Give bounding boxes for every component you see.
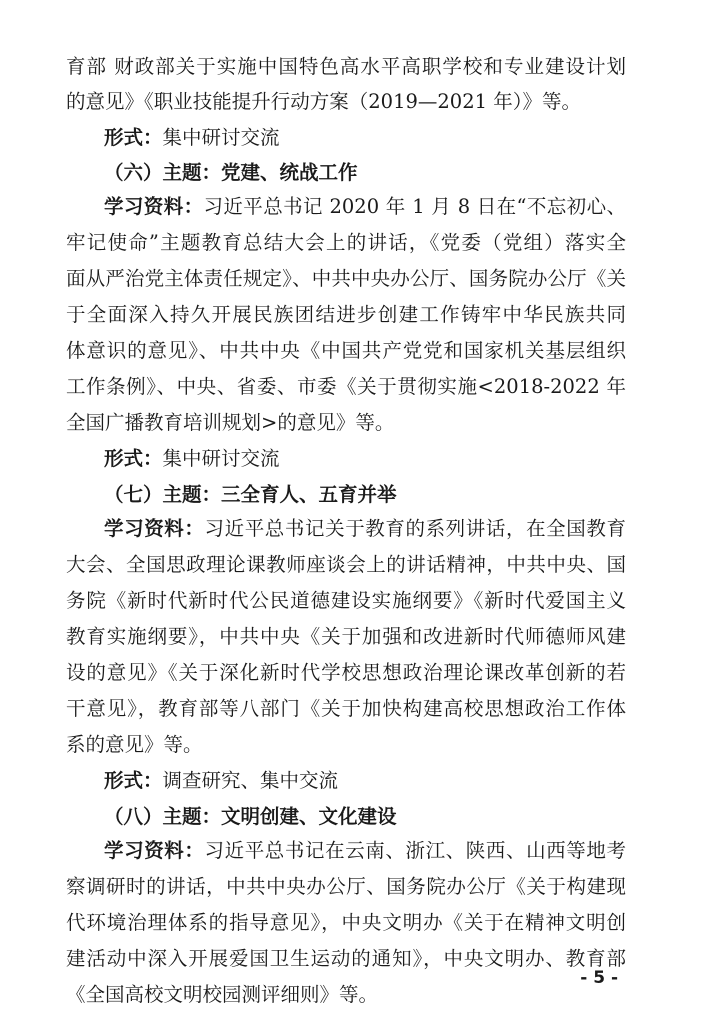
page-number: - 5 -: [580, 968, 618, 988]
text-line: 务院《新时代新时代公民道德建设实施纲要》《新时代爱国主义: [66, 589, 626, 612]
form-line: [104, 766, 626, 796]
text-line: 学习资料：习近平总书记关于教育的系列讲话，在全国教育: [104, 517, 626, 540]
text-line: 干意见》，教育部等八部门《关于加快构建高校思想政治工作体: [66, 697, 626, 720]
form-line: [104, 123, 626, 153]
form-label: 形式：: [104, 447, 163, 470]
text-line: 的意见》《职业技能提升行动方案（2019—2021 年）》等。: [66, 90, 581, 113]
text-line: 察调研时的讲话，中共中央办公厅、国务院办公厅《关于构建现: [66, 875, 626, 898]
form-label: 形式：: [104, 769, 163, 792]
text-line: 面从严治党主体责任规定》、中共中央办公厅、国务院办公厅《关: [66, 267, 626, 290]
text-line: 学习资料：习近平总书记在云南、浙江、陕西、山西等地考: [104, 839, 626, 862]
form-line: [104, 444, 626, 474]
form-value: 调查研究、集中交流: [162, 769, 339, 792]
section-heading: （七）主题：三全育人、五育并举: [104, 483, 397, 506]
text-line: 建活动中深入开展爱国卫生运动的通知》，中央文明办、教育部: [66, 947, 626, 970]
text-line: 代环境治理体系的指导意见》，中央文明办《关于在精神文明创: [66, 911, 626, 934]
text-line: 育部 财政部关于实施中国特色高水平高职学校和专业建设计划: [66, 55, 626, 78]
section-heading: （六）主题：党建、统战工作: [104, 161, 358, 184]
text-line: 体意识的意见》、中共中央《中国共产党党和国家机关基层组织: [66, 339, 626, 362]
form-value: 集中研讨交流: [162, 447, 280, 470]
text-line: 于全面深入持久开展民族团结进步创建工作铸牢中华民族共同: [66, 303, 626, 326]
text-line: 大会、全国思政理论课教师座谈会上的讲话精神，中共中央、国: [66, 553, 626, 576]
section-heading: （八）主题：文明创建、文化建设: [104, 805, 397, 828]
form-label: 形式：: [104, 126, 163, 149]
study-label: 学习资料：: [104, 517, 205, 540]
text-line: 牢记使命”主题教育总结大会上的讲话，《党委（党组）落实全: [66, 231, 626, 254]
study-label: 学习资料：: [104, 195, 204, 218]
text-line: 《全国高校文明校园测评细则》等。: [66, 983, 379, 1006]
text-line: 全国广播教育培训规划>的意见》等。: [66, 411, 395, 434]
text-line: 学习资料：习近平总书记 2020 年 1 月 8 日在“不忘初心、: [104, 195, 626, 218]
text-line: 设的意见》《关于深化新时代学校思想政治理论课改革创新的若: [66, 661, 626, 684]
text-line: 系的意见》等。: [66, 733, 203, 756]
form-value: 集中研讨交流: [162, 126, 280, 149]
text-line: 工作条例》、中央、省委、市委《关于贯彻实施<2018-2022 年: [66, 375, 626, 398]
study-label: 学习资料：: [104, 839, 205, 862]
text-line: 教育实施纲要》，中共中央《关于加强和改进新时代师德师风建: [66, 625, 626, 648]
